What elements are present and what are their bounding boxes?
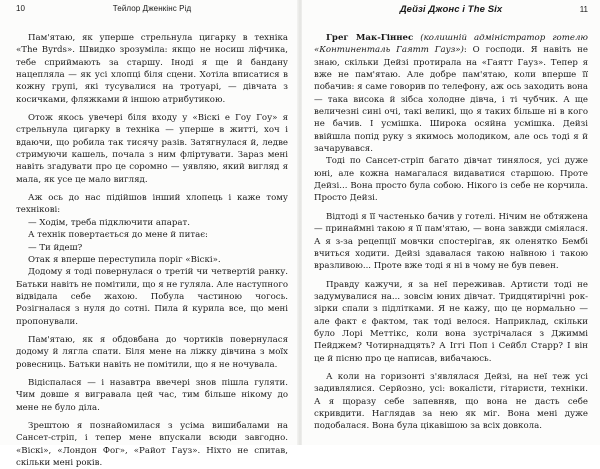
right-body-text bbox=[314, 32, 588, 433]
paragraph: А коли на горизонті з'являлася Дейзі, на неї теж усі задивлялися. Серйозно, усі: вокалісти, гітаристи, техніки. А я щоразу себе запевняв, що вона не дасть себе скривдити. Наглядав за нею як міг. Вона мені дуже подобалася. Вона була цікавішою за всіх довкола. bbox=[314, 371, 588, 432]
right-running-head bbox=[314, 4, 588, 18]
paragraph: Тоді по Сансет-стріп багато дівчат тинялося, усі дуже юні, але кожна намагалася видаватися старшою. Проте Дейзі... Вона просто була собою. Нікого із себе не корчила. Просто Дейзі. bbox=[314, 156, 588, 204]
paragraph: Пам'ятаю, як я обдовбана до чортиків повернулася додому й лягла спати. Біля мене на ліжку дівчина з моїх ровесниць. Батьки навіть не помітили, що я не ночувала. bbox=[16, 334, 288, 370]
dialog-line: — Ходім, треба підключити апарат. bbox=[28, 217, 190, 228]
left-body-text bbox=[16, 32, 288, 469]
interview-entry bbox=[314, 32, 588, 155]
page-number-left: 10 bbox=[16, 4, 25, 13]
paragraph: Аж ось до нас підійшов інший хлопець і каже тому технікові: bbox=[16, 193, 288, 216]
paragraph: Отак я вперше переступила поріг «Віскі». bbox=[28, 254, 221, 265]
paragraph: Отож якось увечері біля входу у «Віскі е Гоу Гоу» я стрельнула цигарку в техніка — уперше в житті, хоч і вдаючи, що робила так тисячу разів. Затягнулася й, ледве стримуючи кашель, почала з ним фліртувати. Зараз мені навіть згадувати про це соромно — уявляю, який вигляд я мала, як усе це мало вигляд. bbox=[16, 113, 288, 185]
interview-answer: : О господи. Я навіть не знаю, скільки Дейзі протирала на «Гаятт Гауз». Тепер я вже не пам'ятаю. Але добре пам'ятаю, коли вперше її побачив: я саме говорив по телефону, аж ось заходить вона — така висока й зібса холодне дівча, і ті чубчик. А ще величезні сині очі, такі великі, що я таких більше ні в кого не бачив. І усмішка. Широка осяйна усмішка. Дейзі ввійшла попід руку з якимось молодиком, але ось тоді я й зачарувався. bbox=[314, 45, 588, 155]
paragraph: Пам'ятаю, як уперше стрельнула цигарку в техніка «The Byrds». Швидко зрозуміла: якщо не носиш ліфчика, тебе сприймають за старшу. Іноді я ще й бандану нацепляла — як усі хлопці біля сцени. Хотіла вписатися в кожну групі, які тусувалися на тротуарі, — дівчата з косичками, фляжками й іншою атрибутикою. bbox=[16, 33, 288, 105]
dialog-line: — Ти йдеш? bbox=[28, 242, 83, 253]
left-page bbox=[0, 0, 298, 468]
page-number-right: 11 bbox=[579, 5, 588, 14]
speaker-role: (колишній адміністратор готелю «Континенталь Гаятт Гауз») bbox=[314, 33, 588, 56]
paragraph: Зрештою я познайомилася з усіма вишибалами на Сансет-стріп, і тепер мене впускали всюди завгодно. «Віскі», «Лондон Фог», «Райот Гауз». Ніхто не спитав, скільки мені років. bbox=[16, 420, 288, 468]
right-page bbox=[302, 0, 600, 445]
speaker-name: Грег Мак-Гіннес bbox=[326, 33, 414, 43]
paragraph: Додому я тоді повернулася о третій чи четвертій ранку. Батьки навіть не помітили, що я не гуляла. Але наступного відвідала себе жахою. Побула частиною чогось. Розігналася з нуля до сотні. Пила й курила все, що мені пропонували. bbox=[16, 267, 288, 327]
paragraph: Правду кажучи, я за неї переживав. Артисти тоді не задумувалися на... зовсім юних дівчат. Тридцятирічні рок-зірки спали з підлітками. Я не кажу, що це нормально — але факт є фактом, так тоді велося. Наприклад, скільки було Лорі Меттікс, коли вона зустрічалася з Джиммі Пейджем? Чотирнадцять? А Іггі Поп і Сейбл Старр? І він це й пісню про це написав, вибачаюсь. bbox=[314, 279, 588, 364]
running-head-book-title: Дейзі Джонс і The Six bbox=[399, 4, 503, 15]
paragraph: А технік повертається до мене й питає: bbox=[28, 230, 208, 241]
left-running-head bbox=[16, 4, 288, 18]
paragraph: Відіспалася — і назавтра ввечері знов пішла гуляти. Чим довше я вигравала цей час, тим більше нікому до мене не було діла. bbox=[16, 377, 288, 413]
running-head-author: Тейлор Дженкінс Рід bbox=[112, 4, 192, 13]
paragraph: Відтоді я її частенько бачив у готелі. Нічим не обтяжена — принаймні такою я її пам'ятаю, — вона завжди сміялася. А я з-за рецепції мовчки спостерігав, як оленятко Бембі вчиться ходити. Дейзі здавалася такою наївною і такою вразливою... Проте вже тоді я ні в чому не був певен. bbox=[314, 211, 588, 272]
